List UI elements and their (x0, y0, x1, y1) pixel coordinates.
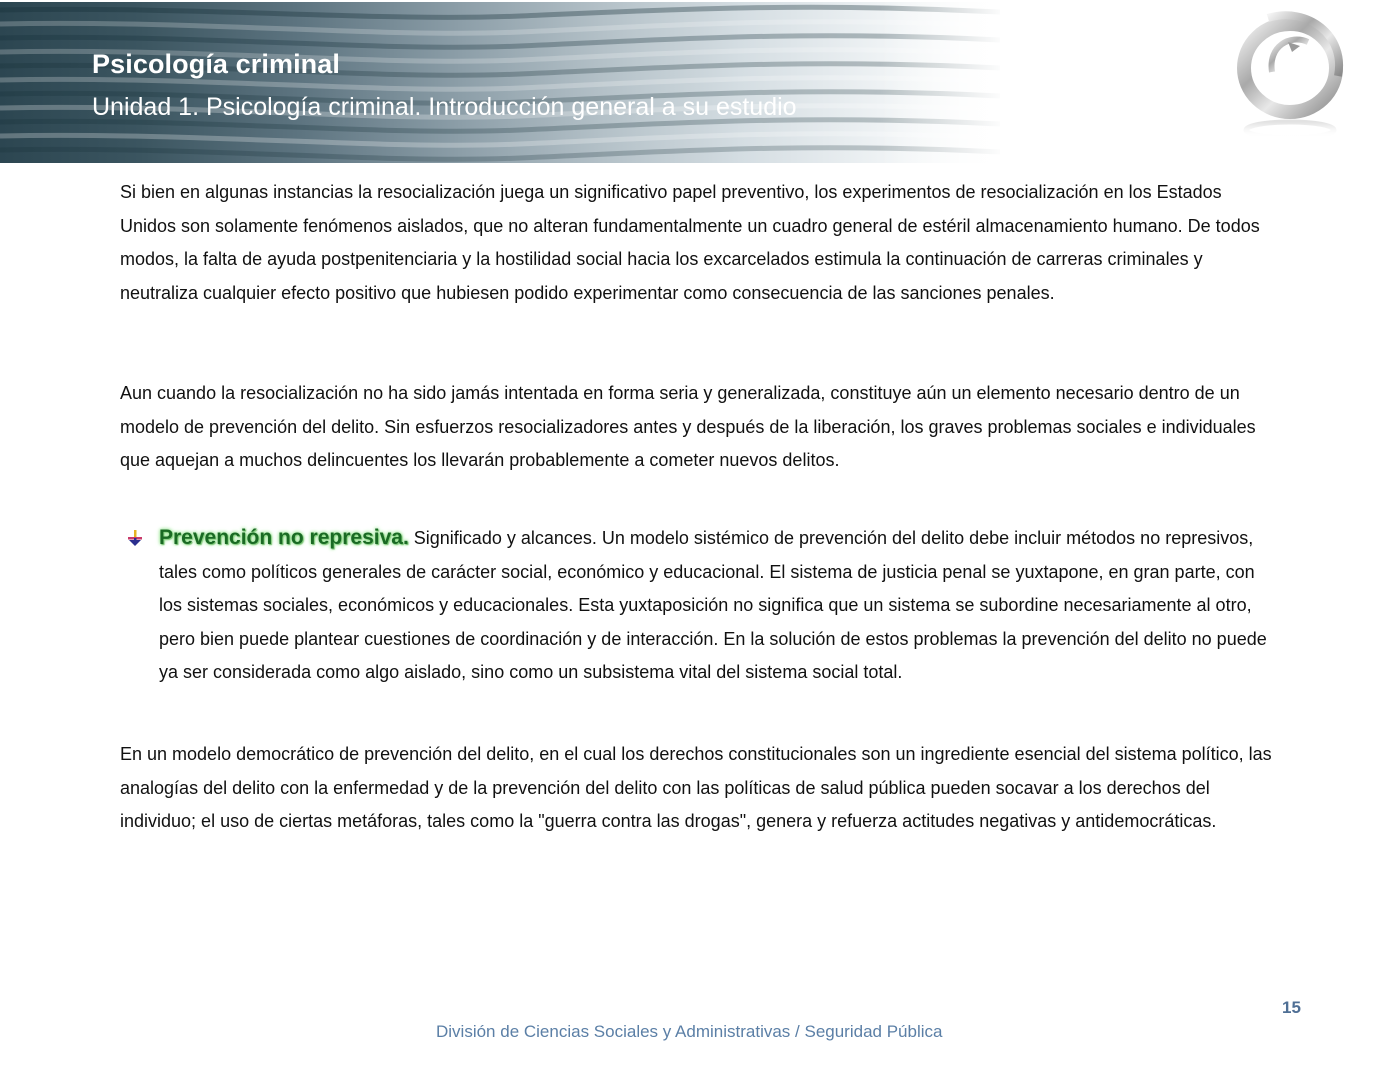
eagle-swirl-logo-icon (1228, 6, 1356, 146)
arrow-down-bullet-icon (126, 529, 144, 547)
bullet-heading: Prevención no represiva. (159, 526, 409, 549)
document-subtitle: Unidad 1. Psicología criminal. Introducción general a su estudio (92, 93, 797, 121)
footer-text: División de Ciencias Sociales y Administrativas / Seguridad Pública (436, 1022, 943, 1041)
body-paragraph: Si bien en algunas instancias la resocialización juega un significativo papel preventivo, los experimentos de resocialización en los Estados Unidos son solamente fenómenos aislados, que no alteran fundamentalmente un cuadro general de estéril almacenamiento humano. De todos modos, la falta de ayuda postpenitenciaria y la hostilidad social hacia los excarcelados estimula la continuación de carreras criminales y neutraliza cualquier efecto positivo que hubiesen podido experimentar como consecuencia de las sanciones penales. (120, 182, 1260, 303)
bullet-body: Significado y alcances. Un modelo sistémico de prevención del delito debe incluir métodos no represivos, tales como políticos generales de carácter social, económico y educacional. El sistema de justicia penal se yuxtapone, en gran parte, con los sistemas sociales, económicos y educacionales. Esta yuxtaposición no significa que un sistema se subordine necesariamente al otro, pero bien puede plantear cuestiones de coordinación y de interacción. En la solución de estos problemas la prevención del delito no puede ya ser considerada como algo aislado, sino como un subsistema vital del sistema social total. (159, 528, 1267, 683)
page-number: 15 (1282, 998, 1301, 1017)
body-paragraph: Aun cuando la resocialización no ha sido jamás intentada en forma seria y generalizada, constituye aún un elemento necesario dentro de un modelo de prevención del delito. Sin esfuerzos resocializadores antes y después de la liberación, los graves problemas sociales e individuales que aquejan a muchos delincuentes los llevarán probablemente a cometer nuevos delitos. (120, 383, 1256, 471)
wave-pattern-decoration (0, 2, 1000, 163)
body-paragraph: En un modelo democrático de prevención del delito, en el cual los derechos constitucionales son un ingrediente esencial del sistema político, las analogías del delito con la enfermedad y de la prevención del delito con las políticas de salud pública pueden socavar a los derechos del individuo; el uso de ciertas metáforas, tales como la "guerra contra las drogas", genera y refuerza actitudes negativas y antidemocráticas. (120, 744, 1272, 832)
header-banner (0, 0, 1397, 163)
document-title: Psicología criminal (92, 49, 340, 79)
bullet-text (159, 521, 1269, 690)
header-fade-overlay (880, 0, 1020, 163)
